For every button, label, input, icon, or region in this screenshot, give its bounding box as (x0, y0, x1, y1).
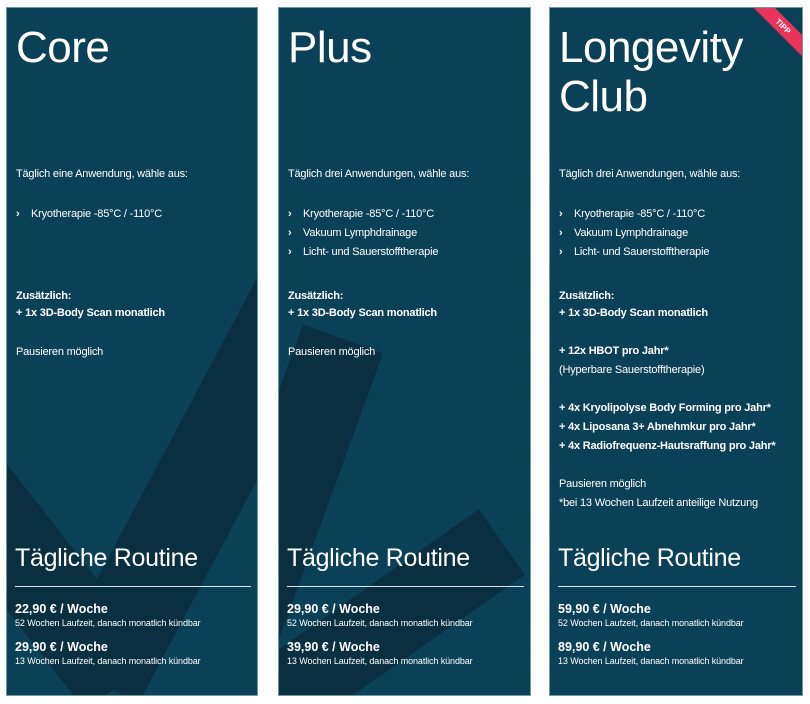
price-13-weeks: 29,90 € / Woche (15, 640, 108, 654)
extras-heading: Zusätzlich: (288, 290, 344, 302)
plan-title: Plus (288, 23, 372, 72)
extra-item-note: (Hyperbare Sauerstofftherapie) (559, 364, 705, 376)
chevron-right-icon: › (288, 208, 292, 220)
plan-card-plus[interactable] (278, 7, 531, 696)
price-52-weeks: 59,90 € / Woche (558, 602, 651, 616)
price-52-weeks: 22,90 € / Woche (15, 602, 108, 616)
list-item: › Vakuum Lymphdrainage (559, 224, 709, 243)
plan-title: Core (16, 23, 110, 72)
price-52-weeks-note: 52 Wochen Laufzeit, danach monatlich kündbar (15, 618, 201, 628)
chevron-right-icon: › (288, 227, 292, 239)
routine-heading: Tägliche Routine (558, 544, 741, 572)
list-item: › Kryotherapie -85°C / -110°C (559, 205, 709, 224)
divider (287, 586, 524, 587)
feature-list (288, 205, 438, 262)
plan-intro: Täglich drei Anwendungen, wähle aus: (559, 168, 741, 180)
extra-item: + 1x 3D-Body Scan monatlich (559, 307, 708, 319)
extra-item: + 12x HBOT pro Jahr* (559, 345, 669, 357)
feature-list (16, 205, 162, 224)
price-52-weeks-note: 52 Wochen Laufzeit, danach monatlich kündbar (558, 618, 744, 628)
chevron-right-icon: › (16, 208, 20, 220)
price-13-weeks: 89,90 € / Woche (558, 640, 651, 654)
extra-item: + 1x 3D-Body Scan monatlich (288, 307, 437, 319)
plan-intro: Täglich eine Anwendung, wähle aus: (16, 168, 188, 180)
chevron-right-icon: › (559, 246, 563, 258)
extra-item: + 4x Radiofrequenz-Hautsraffung pro Jahr* (559, 440, 776, 452)
plan-title-line-2: Club (559, 72, 648, 121)
extras-heading: Zusätzlich: (16, 290, 72, 302)
divider (558, 586, 796, 587)
chevron-right-icon: › (288, 246, 292, 258)
tipp-badge-label: TIPP (750, 7, 803, 59)
price-13-weeks-note: 13 Wochen Laufzeit, danach monatlich kündbar (558, 656, 744, 666)
price-13-weeks-note: 13 Wochen Laufzeit, danach monatlich kündbar (287, 656, 473, 666)
price-13-weeks: 39,90 € / Woche (287, 640, 380, 654)
pause-note: Pausieren möglich (16, 346, 104, 358)
plan-card-core[interactable] (6, 7, 258, 696)
price-52-weeks: 29,90 € / Woche (287, 602, 380, 616)
list-item: › Kryotherapie -85°C / -110°C (16, 205, 162, 224)
extra-item: + 1x 3D-Body Scan monatlich (16, 307, 165, 319)
list-item: › Kryotherapie -85°C / -110°C (288, 205, 438, 224)
routine-heading: Tägliche Routine (287, 544, 470, 572)
plan-card-longevity-club[interactable] (549, 7, 803, 696)
list-item: › Licht- und Sauerstofftherapie (559, 243, 709, 262)
plan-title-line-1: Longevity (559, 23, 743, 72)
plan-intro: Täglich drei Anwendungen, wähle aus: (288, 168, 470, 180)
divider (15, 586, 251, 587)
chevron-right-icon: › (559, 208, 563, 220)
list-item: › Licht- und Sauerstofftherapie (288, 243, 438, 262)
routine-heading: Tägliche Routine (15, 544, 198, 572)
plan-title (559, 23, 743, 121)
list-item: › Vakuum Lymphdrainage (288, 224, 438, 243)
pause-note: Pausieren möglich (559, 478, 647, 490)
extra-item: + 4x Liposana 3+ Abnehmkur pro Jahr* (559, 421, 756, 433)
extra-item: + 4x Kryolipolyse Body Forming pro Jahr* (559, 402, 771, 414)
feature-list (559, 205, 709, 262)
extras-heading: Zusätzlich: (559, 290, 615, 302)
pause-note: Pausieren möglich (288, 346, 376, 358)
footnote: *bei 13 Wochen Laufzeit anteilige Nutzung (559, 497, 758, 509)
price-13-weeks-note: 13 Wochen Laufzeit, danach monatlich kündbar (15, 656, 201, 666)
chevron-right-icon: › (559, 227, 563, 239)
price-52-weeks-note: 52 Wochen Laufzeit, danach monatlich kündbar (287, 618, 473, 628)
